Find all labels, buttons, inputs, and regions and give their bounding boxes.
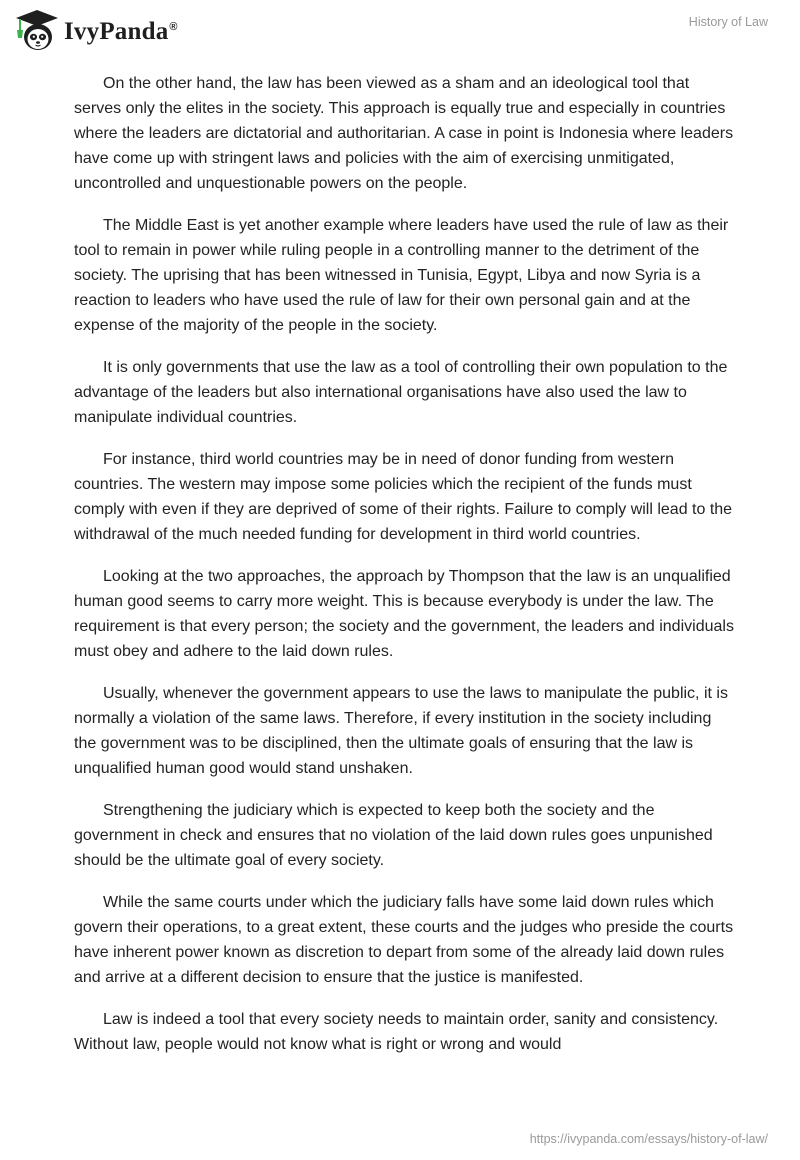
paragraph: For instance, third world countries may be in need of donor funding from western countries. The western may impose some policies which the recipient of the funds must comply with even if they are deprived of some of their rights. Failure to comply will lead to the withdrawal of the much needed funding for development in third world countries. bbox=[74, 451, 733, 543]
registered-mark: ® bbox=[169, 20, 178, 33]
paragraph: While the same courts under which the judiciary falls have some laid down rules which govern their operations, to a great extent, these courts and the judges who preside the courts have inherent power known as discretion to depart from some of the already laid down rules and arrive at a different decision to ensure that the justice is manifested. bbox=[74, 894, 734, 986]
brand-name bbox=[64, 18, 178, 46]
paragraph: Usually, whenever the government appears to use the laws to manipulate the public, it is normally a violation of the same laws. Therefore, if every institution in the society including the government was to be disciplined, then the ultimate goals of ensuring that the law is unqualified human good would stand unshaken. bbox=[74, 685, 728, 777]
essay-body bbox=[74, 71, 734, 1074]
paragraph: Law is indeed a tool that every society needs to maintain order, sanity and consistency. Without law, people would not know what is right or wrong and would bbox=[74, 1011, 719, 1053]
ivypanda-logo[interactable] bbox=[14, 8, 178, 54]
paragraph: On the other hand, the law has been viewed as a sham and an ideological tool that serves only the elites in the society. This approach is equally true and especially in countries where the leaders are dictatorial and authoritarian. A case in point is Indonesia where leaders have come up with stringent laws and policies with the aim of exercising unmitigated, uncontrolled and unquestionable powers on the people. bbox=[74, 75, 734, 192]
paragraph: Strengthening the judiciary which is expected to keep both the society and the government in check and ensures that no violation of the laid down rules goes unpunished should be the ultimate goal of every society. bbox=[74, 802, 713, 869]
page-header bbox=[0, 0, 800, 60]
paragraph: The Middle East is yet another example where leaders have used the rule of law as their tool to remain in power while ruling people in a controlling manner to the detriment of the society. The uprising that has been witnessed in Tunisia, Egypt, Libya and now Syria is a reaction to leaders who have used the rule of law for their own personal gain and at the expense of the majority of the people in the society. bbox=[74, 217, 729, 334]
paragraph: It is only governments that use the law as a tool of controlling their own population to the advantage of the leaders but also international organisations have also used the law to manipulate individual countries. bbox=[74, 359, 728, 426]
panda-graduation-cap-icon bbox=[14, 8, 60, 54]
brand-name-text: IvyPanda bbox=[64, 18, 169, 45]
paragraph: Looking at the two approaches, the approach by Thompson that the law is an unqualified human good seems to carry more weight. This is because everybody is under the law. The requirement is that every person; the society and the government, the leaders and individuals must obey and adhere to the laid down rules. bbox=[74, 568, 734, 660]
source-url[interactable]: https://ivypanda.com/essays/history-of-law/ bbox=[529, 1132, 768, 1146]
document-title: History of Law bbox=[688, 15, 768, 29]
